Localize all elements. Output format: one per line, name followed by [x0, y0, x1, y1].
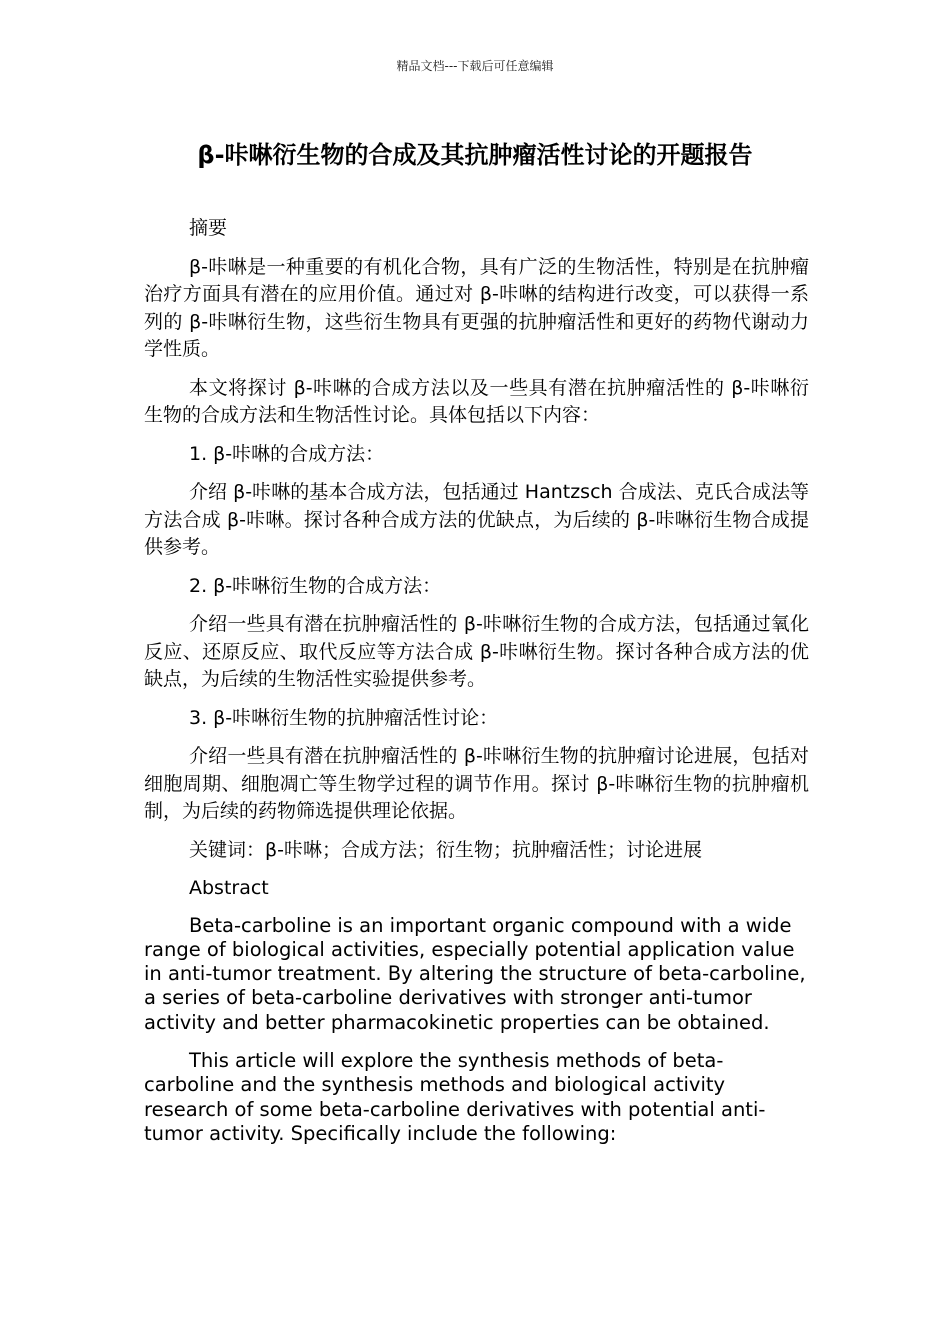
document-title: β-咔啉衍生物的合成及其抗肿瘤活性讨论的开题报告 [197, 141, 753, 169]
abstract-paragraph-en-1: Beta-carboline is an important organic compound with a wide range of biological activities, especially potential application value in anti-tumor treatment. By altering the structure of beta-carboline, a series of beta-carboline derivatives with stronger anti-tumor activity and better pharmacokinetic properties can be obtained. [144, 913, 806, 1034]
abstract-heading-cn: 摘要 [189, 217, 228, 239]
abstract-paragraph-en-2: This article will explore the synthesis methods of beta-carboline and the synthesis methods and biological activity research of some beta-carboline derivatives with potential anti-tumor activity. Specifically include the following: [144, 1048, 766, 1145]
section-paragraph-2: 介绍一些具有潜在抗肿瘤活性的 β-咔啉衍生物的合成方法，包括通过氧化反应、还原反应、取代反应等方法合成 β-咔啉衍生物。探讨各种合成方法的优缺点，为后续的生物活性实验提供参考。 [144, 613, 809, 690]
section-heading-1: 1. β-咔啉的合成方法： [189, 442, 385, 465]
abstract-heading-en: Abstract [189, 877, 269, 899]
section-heading-3: 3. β-咔啉衍生物的抗肿瘤活性讨论： [189, 706, 499, 729]
header-note: 精品文档---下载后可任意编辑 [396, 59, 554, 73]
abstract-paragraph-scope: 本文将探讨 β-咔啉的合成方法以及一些具有潜在抗肿瘤活性的 β-咔啉衍生物的合成方法和生物活性讨论。具体包括以下内容： [144, 376, 809, 426]
abstract-paragraph-intro: β-咔啉是一种重要的有机化合物，具有广泛的生物活性，特别是在抗肿瘤治疗方面具有潜在的应用价值。通过对 β-咔啉的结构进行改变，可以获得一系列的 β-咔啉衍生物，这些衍生物具有更强的抗肿瘤活性和更好的药物代谢动力学性质。 [144, 255, 809, 360]
keywords-line: 关键词：β-咔啉；合成方法；衍生物；抗肿瘤活性；讨论进展 [189, 838, 702, 861]
section-paragraph-1: 介绍 β-咔啉的基本合成方法，包括通过 Hantzsch 合成法、克氏合成法等方法合成 β-咔啉。探讨各种合成方法的优缺点，为后续的 β-咔啉衍生物合成提供参考。 [144, 481, 809, 558]
section-heading-2: 2. β-咔啉衍生物的合成方法： [189, 574, 442, 597]
document-body [144, 215, 809, 1160]
section-paragraph-3: 介绍一些具有潜在抗肿瘤活性的 β-咔啉衍生物的抗肿瘤讨论进展，包括对细胞周期、细胞凋亡等生物学过程的调节作用。探讨 β-咔啉衍生物的抗肿瘤机制，为后续的药物筛选提供理论依据。 [144, 745, 809, 822]
